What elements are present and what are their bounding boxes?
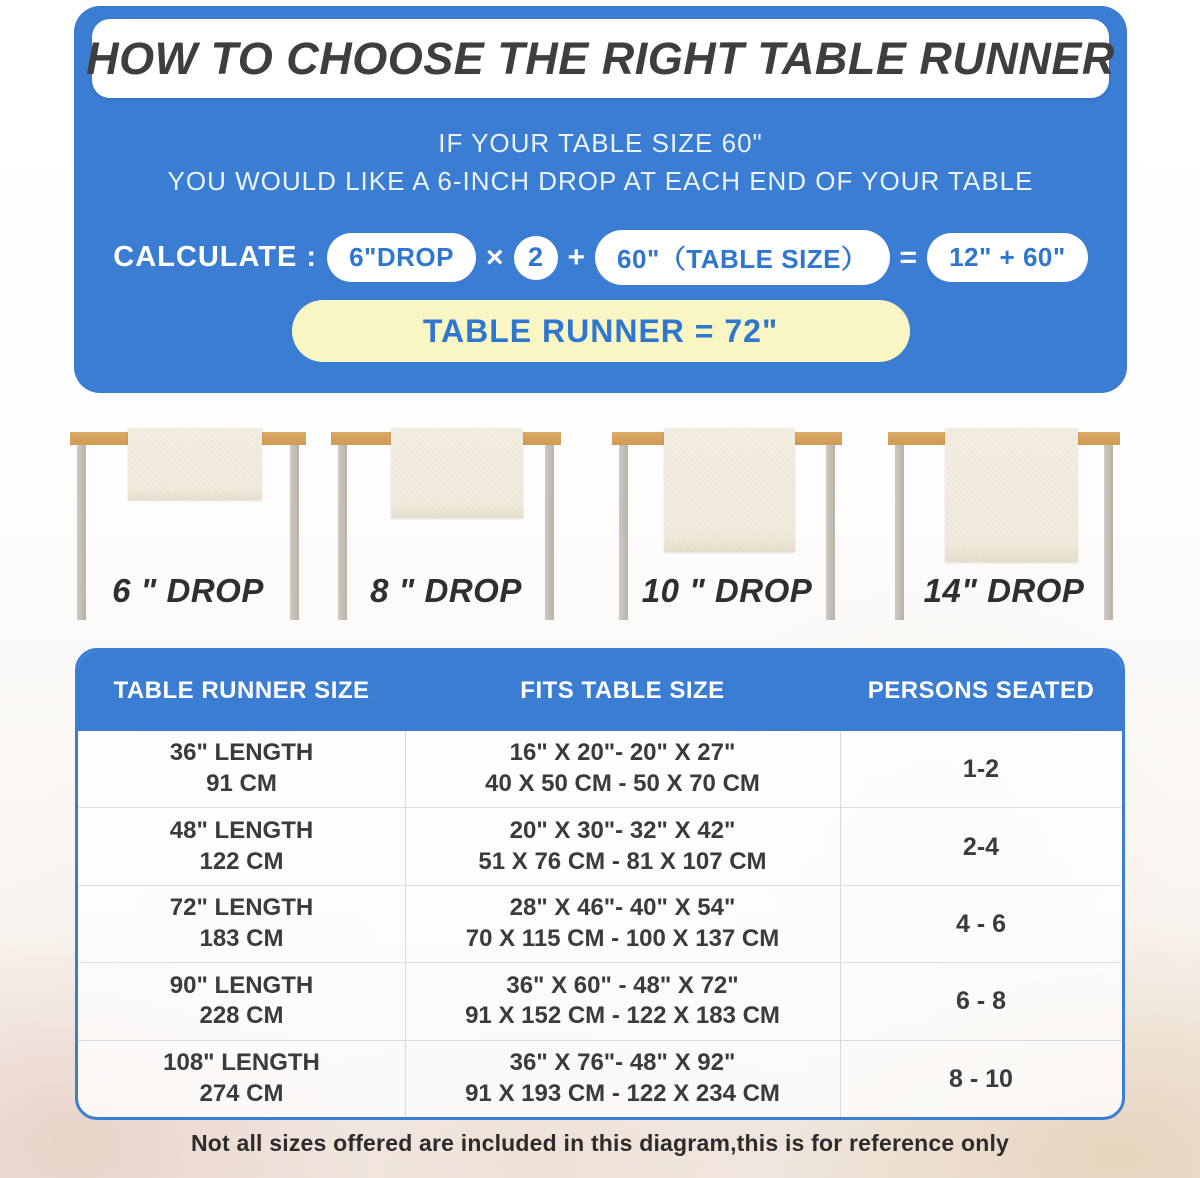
fits-cm: 51 X 76 CM - 81 X 107 CM [478,847,767,875]
drop-label: 6 " DROP [112,572,264,609]
table-runner-cloth [945,428,1078,562]
drop-label: 10 " DROP [641,572,813,609]
drop-label: 14" DROP [923,572,1085,609]
drop-value-pill: 6"DROP [327,233,476,282]
size-chart-table [75,648,1125,1120]
size-inches: 48" LENGTH [169,816,314,844]
table-row [78,885,1122,962]
drop-figure-6 [70,425,306,630]
runner-size-cell [78,816,405,877]
column-divider [840,731,841,1117]
drop-figure-10 [612,425,842,630]
fits-size-cell [405,893,840,954]
size-cm: 91 CM [206,770,277,798]
fits-inches: 20" X 30"- 32" X 42" [509,816,736,844]
fits-inches: 28" X 46"- 40" X 54" [509,894,736,922]
size-cm: 183 CM [199,925,284,953]
persons-cell: 4 - 6 [955,910,1007,939]
table-row [78,807,1122,884]
runner-size-cell [78,738,405,799]
table-row [78,1040,1122,1117]
table-row [78,962,1122,1039]
persons-cell: 6 - 8 [955,987,1007,1016]
equals-operator: = [899,240,918,274]
persons-cell: 1-2 [962,755,1000,784]
drop-figure-8 [331,425,561,630]
runner-size-cell [78,1048,405,1109]
column-header-persons: PERSONS SEATED [867,677,1095,704]
size-cm: 274 CM [199,1079,284,1107]
runner-size-cell [78,971,405,1032]
hero-panel [74,6,1127,393]
fits-inches: 36" X 76"- 48" X 92" [509,1049,736,1077]
fits-size-cell [405,738,840,799]
fits-size-cell [405,971,840,1032]
fits-size-cell [405,816,840,877]
multiply-operator: × [485,240,504,274]
fits-cm: 91 X 152 CM - 122 X 183 CM [465,1002,780,1030]
plus-operator: + [567,240,586,274]
size-inches: 90" LENGTH [169,971,314,999]
title-banner [86,19,1115,98]
table-runner-cloth [664,428,795,552]
subtitle-line-1: IF YOUR TABLE SIZE 60" [438,128,763,158]
column-divider [405,731,406,1117]
size-chart-header [78,651,1122,731]
runner-result-pill: TABLE RUNNER = 72" [292,300,910,362]
fits-cm: 40 X 50 CM - 50 X 70 CM [485,770,760,798]
table-row [78,731,1122,807]
size-chart-body [78,731,1122,1117]
column-header-fits-size: FITS TABLE SIZE [520,677,725,704]
runner-size-cell [78,893,405,954]
subtitle-line-2: YOU WOULD LIKE A 6-INCH DROP AT EACH END OF YOUR TABLE [167,166,1034,196]
page-title: HOW TO CHOOSE THE RIGHT TABLE RUNNER [86,32,1115,84]
persons-cell: 2-4 [962,832,1000,861]
calculate-label: CALCULATE : [113,241,318,273]
size-inches: 72" LENGTH [169,894,314,922]
fits-inches: 36" X 60" - 48" X 72" [506,971,739,999]
multiplier-badge: 2 [514,236,558,280]
fits-inches: 16" X 20"- 20" X 27" [509,739,736,767]
drop-label: 8 " DROP [370,572,522,609]
drop-figure-14 [888,425,1120,630]
calculation-row [74,230,1127,285]
fits-cm: 91 X 193 CM - 122 X 234 CM [465,1079,780,1107]
table-runner-cloth [391,428,523,518]
table-runner-cloth [128,428,262,500]
fits-size-cell [405,1048,840,1109]
size-inches: 36" LENGTH [169,739,314,767]
size-inches: 108" LENGTH [163,1049,320,1077]
persons-cell: 8 - 10 [949,1064,1013,1093]
size-cm: 228 CM [199,1002,284,1030]
fits-cm: 70 X 115 CM - 100 X 137 CM [465,925,780,953]
size-cm: 122 CM [199,847,284,875]
disclaimer-note: Not all sizes offered are included in this diagram,this is for reference only [190,1130,1010,1156]
table-size-pill: 60"（TABLE SIZE） [595,230,890,285]
sum-pill: 12" + 60" [927,233,1088,282]
column-header-runner-size: TABLE RUNNER SIZE [113,677,370,704]
